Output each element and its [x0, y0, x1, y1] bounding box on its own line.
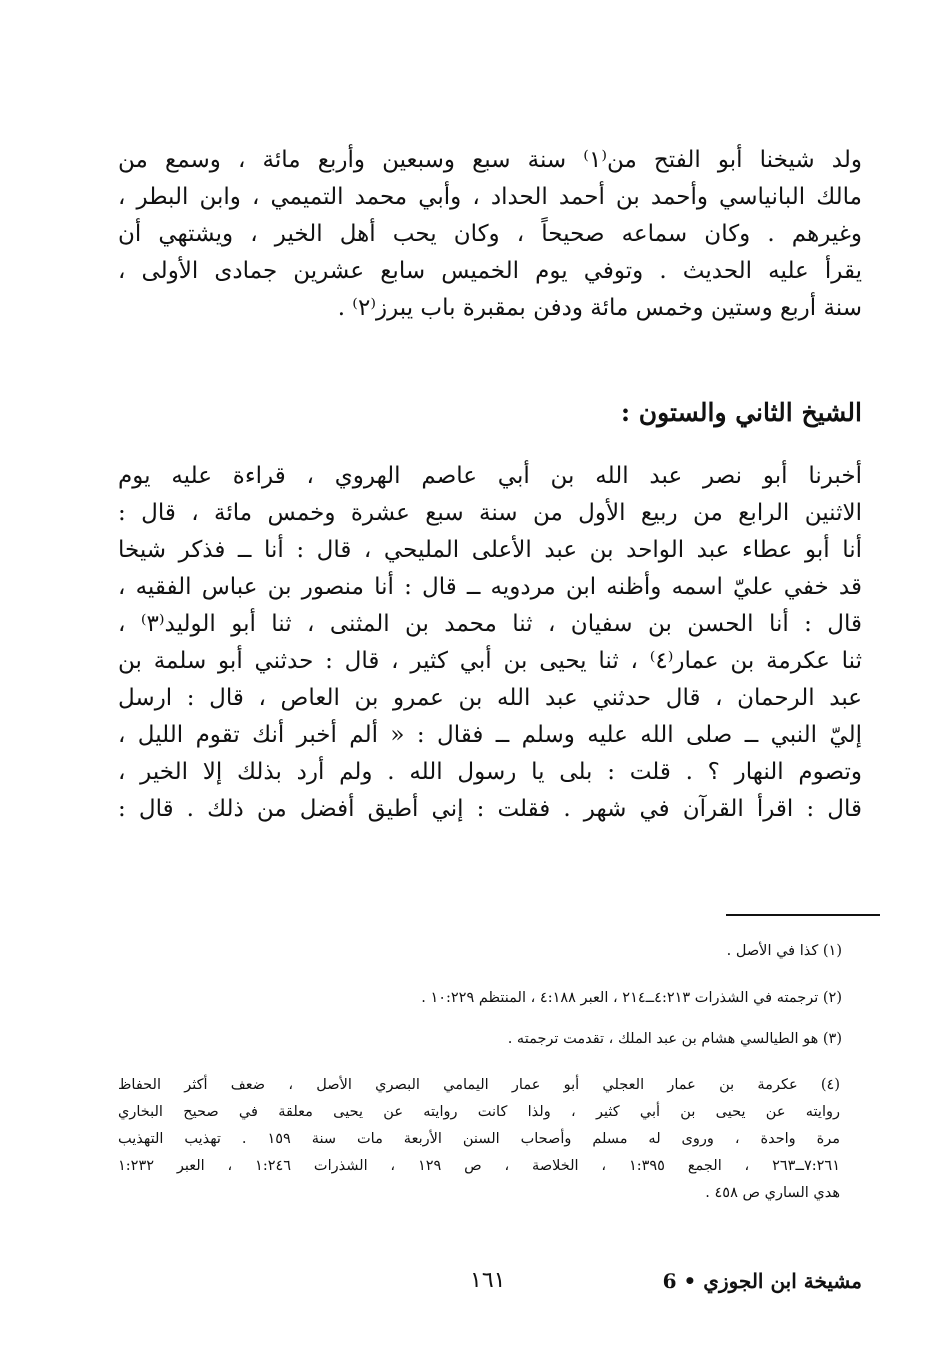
text-line: قال : أنا الحسن بن سفيان ، ثنا محمد بن المثنى ، ثنا أبو الوليد⁽٣⁾ ،	[118, 611, 862, 637]
footnote-line: روايته عن يحيى بن أبي كثير ، ولذا كانت روايته عن يحيى معلقة في صحيح البخاري	[118, 1104, 840, 1120]
paragraph-biography	[118, 142, 862, 327]
text-line: أنا أبو عطاء عبد الواحد بن عبد الأعلى المليحي ، قال : أنا ــ فذكر شيخا	[118, 537, 862, 563]
text-line: الاثنين الرابع من ربيع الأول من سنة سبع عشرة وخمس مائة ، قال :	[118, 500, 862, 526]
footnote-line: مرة واحدة ، وروى له مسلم وأصحاب السنن الأربعة مات سنة ١٥٩ . تهذيب التهذيب	[118, 1131, 840, 1147]
footnote-line: (٤) عكرمة بن عمار العجلي أبو عمار اليمامي البصري الأصل ، ضعف أكثر الحفاظ	[118, 1077, 840, 1093]
text-line: ولد شيخنا أبو الفتح من⁽١⁾ سنة سبع وسبعين وأربع مائة ، وسمع من	[118, 147, 862, 173]
footnote-3: (٣) هو الطيالسي هشام بن عبد الملك ، تقدمت ترجمته .	[507, 1031, 842, 1047]
footnote-4	[118, 1072, 840, 1207]
footnote-line: هدي الساري ص ٤٥٨ .	[705, 1185, 840, 1201]
text-line: وتصوم النهار ؟ . قلت : بلى يا رسول الله . ولم أرد بذلك إلا الخير ،	[118, 759, 862, 785]
text-line: سنة أربع وستين وخمس مائة ودفن بمقبرة باب يبرز⁽٢⁾ .	[337, 295, 862, 321]
footnote-2: (٢) ترجمته في الشذرات ٤:٢١٣ــ٢١٤ ، العبر ٤:١٨٨ ، المنتظم ١٠:٢٢٩ .	[421, 990, 842, 1006]
text-line: عبد الرحمان ، قال حدثني عبد الله بن عمرو بن العاص ، قال : ارسل	[118, 685, 862, 711]
page-number: ١٦١	[470, 1268, 506, 1293]
footnote-1: (١) كذا في الأصل .	[726, 943, 842, 959]
text-line: قال : اقرأ القرآن في شهر . فقلت : إني أطيق أفضل من ذلك . قال :	[118, 796, 862, 822]
text-line: قد خفي عليّ اسمه وأظنه ابن مردويه ــ قال : أنا منصور بن عباس الفقيه ،	[118, 574, 862, 600]
text-line: ثنا عكرمة بن عمار⁽٤⁾ ، ثنا يحيى بن أبي كثير ، قال : حدثني أبو سلمة بن	[118, 648, 862, 674]
text-line: إليّ النبي ــ صلى الله عليه وسلم ــ فقال : « ألم أخبر أنك تقوم الليل ،	[118, 722, 862, 748]
text-line: يقرأ عليه الحديث . وتوفي يوم الخميس سابع عشرين جمادى الأولى ،	[118, 258, 862, 284]
paragraph-hadith	[118, 458, 862, 828]
footnote-line: ٧:٢٦١ــ٢٦٣ ، الجمع ١:٣٩٥ ، الخلاصة ، ص ١٢٩ ، الشذرات ١:٢٤٦ ، العبر ١:٢٣٢	[118, 1158, 840, 1174]
text-line: أخبرنا أبو نصر عبد الله بن أبي عاصم الهروي ، قراءة عليه يوم	[118, 463, 862, 489]
footnote-divider	[726, 914, 880, 916]
section-heading: الشيخ الثاني والستون :	[620, 398, 862, 427]
text-line: وغيرهم . وكان سماعه صحيحاً ، وكان يحب أهل الخير ، ويشتهي أن	[118, 221, 862, 247]
running-title: مشيخة ابن الجوزي • 6	[662, 1269, 862, 1293]
text-line: مالك البانياسي وأحمد بن أحمد الحداد ، وأبي محمد التميمي ، وابن البطر ،	[118, 184, 862, 210]
